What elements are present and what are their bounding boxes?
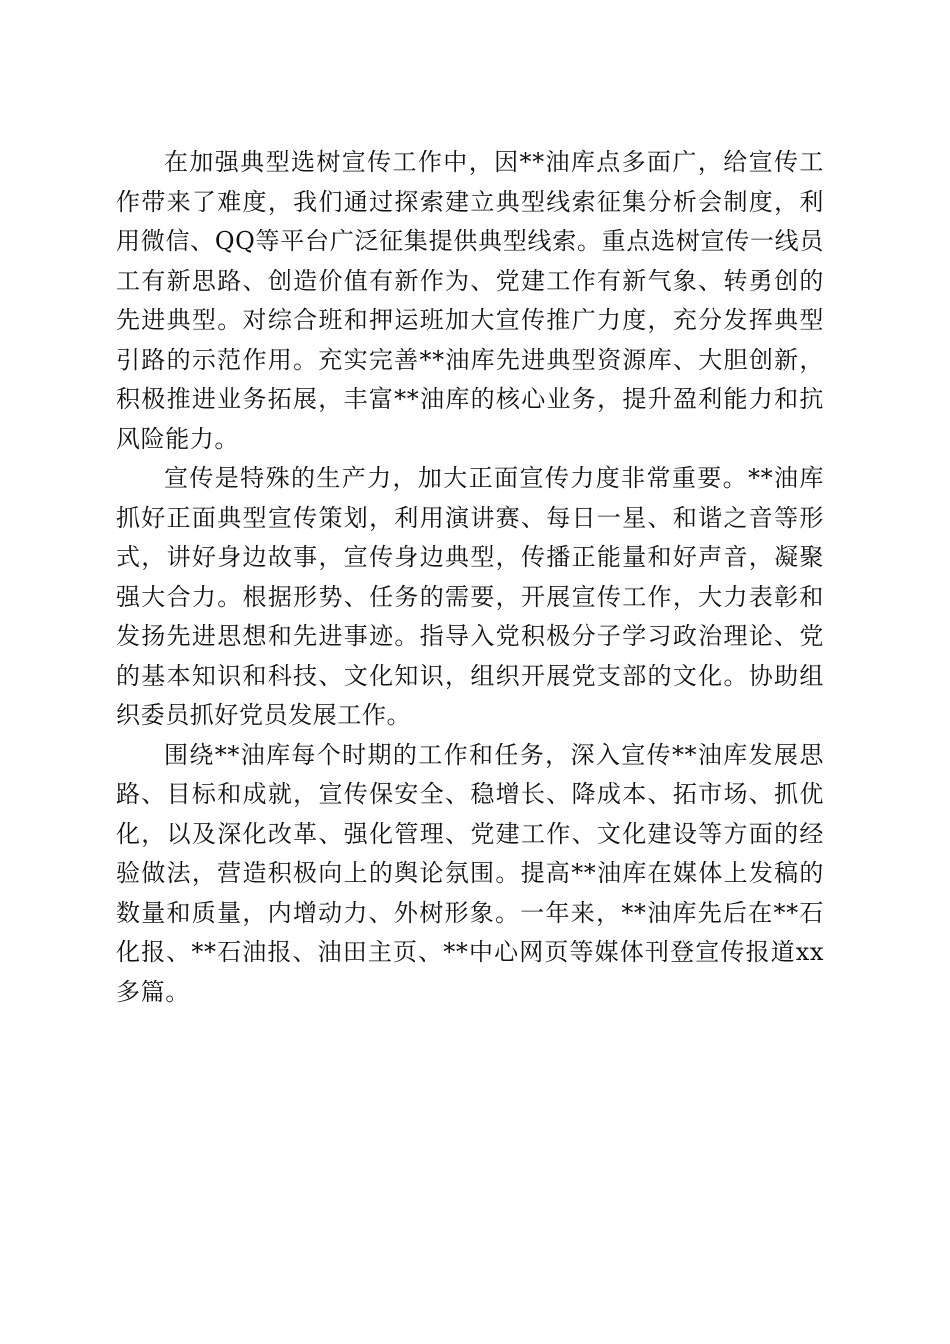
paragraph-1: 在加强典型选树宣传工作中，因**油库点多面广，给宣传工作带来了难度，我们通过探索建立典型线索征集分析会制度，利用微信、QQ等平台广泛征集提供典型线索。重点选树宣传一线员工有新思路、创造价值有新作为、党建工作有新气象、转勇创的先进典型。对综合班和押运班加大宣传推广力度，充分发挥典型引路的示范作用。充实完善**油库先进典型资源库、大胆创新，积极推进业务拓展，丰富**油库的核心业务，提升盈利能力和抗风险能力。 xyxy=(116,148,824,453)
paragraph-3: 围绕**油库每个时期的工作和任务，深入宣传**油库发展思路、目标和成就，宣传保安全、稳增长、降成本、拓市场、抓优化，以及深化改革、强化管理、党建工作、文化建设等方面的经验做法，营造积极向上的舆论氛围。提高**油库在媒体上发稿的数量和质量，内增动力、外树形象。一年来，**油库先后在**石化报、**石油报、油田主页、**中心网页等媒体刊登宣传报道xx多篇。 xyxy=(116,740,824,1006)
document-body xyxy=(116,143,824,1012)
paragraph-2: 宣传是特殊的生产力，加大正面宣传力度非常重要。**油库抓好正面典型宣传策划，利用演讲赛、每日一星、和谐之音等形式，讲好身边故事，宣传身边典型，传播正能量和好声音，凝聚强大合力。根据形势、任务的需要，开展宣传工作，大力表彰和发扬先进思想和先进事迹。指导入党积极分子学习政治理论、党的基本知识和科技、文化知识，组织开展党支部的文化。协助组织委员抓好党员发展工作。 xyxy=(116,464,824,729)
